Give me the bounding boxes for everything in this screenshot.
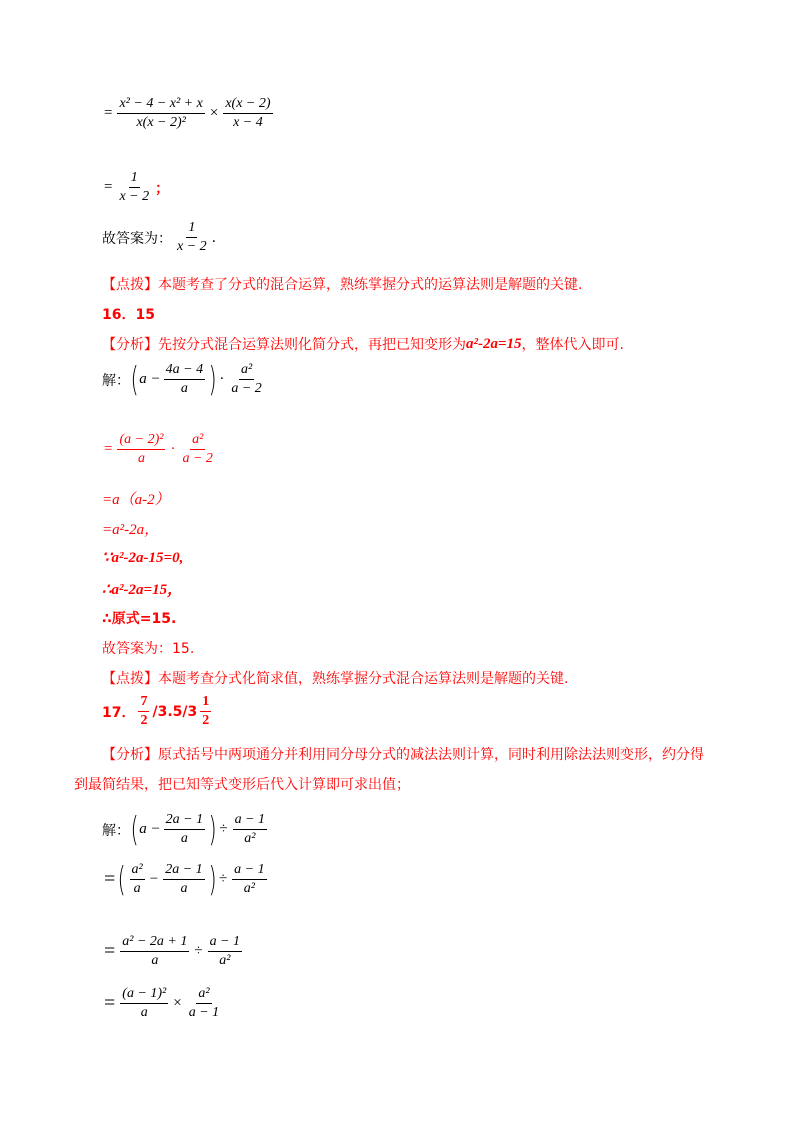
fraction <box>233 812 267 847</box>
denominator: a − 1 <box>188 1005 220 1021</box>
equals-sign: = <box>104 868 116 891</box>
fraction <box>117 432 165 467</box>
fraction <box>117 96 204 131</box>
numerator: (a − 2)² <box>117 432 165 450</box>
numerator: 1 <box>186 220 197 238</box>
fraction <box>200 694 211 729</box>
numerator: a² <box>130 862 145 880</box>
solve-label: 解： <box>102 372 130 389</box>
equation-line <box>102 934 245 969</box>
period: . <box>211 229 217 246</box>
analysis-prefix: 【分析】先按分式混合运算法则化简分式，再把已知变形为 <box>102 337 466 353</box>
equation-line <box>102 986 224 1021</box>
tip-text: 【点拨】本题考查分式化简求值，熟练掌握分式混合运算法则是解题的关键. <box>102 671 569 687</box>
numerator: a − 1 <box>233 812 267 830</box>
right-paren: ) <box>208 859 217 900</box>
denominator: a <box>137 451 145 467</box>
denominator: 2 <box>202 713 210 729</box>
step-line: ∴原式=15. <box>102 611 177 627</box>
solution-line <box>102 809 270 850</box>
denominator: a <box>133 881 141 897</box>
fraction <box>163 862 204 897</box>
fraction <box>180 432 214 467</box>
divide-sign: ÷ <box>218 871 228 888</box>
tip-text: 【点拨】本题考查了分式的混合运算，熟练掌握分式的运算法则是解题的关键. <box>102 277 583 293</box>
equals-sign: = <box>104 105 113 122</box>
denominator: a <box>180 831 188 847</box>
answer-label: 故答案为： <box>102 230 172 247</box>
denominator: 2 <box>140 713 148 729</box>
equals-sign: = <box>104 940 116 963</box>
question-16-header: 16．15 <box>102 307 155 323</box>
fraction <box>164 362 205 397</box>
numerator: x(x − 2) <box>223 96 272 114</box>
denominator: x − 4 <box>233 115 263 131</box>
solve-label: 解： <box>102 822 130 839</box>
fraction <box>130 862 145 897</box>
equals-sign: = <box>104 179 113 196</box>
numerator: 1 <box>200 694 211 712</box>
semicolon: ； <box>155 180 170 197</box>
numerator: 2a − 1 <box>163 862 204 880</box>
denominator: x − 2 <box>177 239 207 255</box>
denominator: a <box>180 881 188 897</box>
fraction <box>175 220 209 255</box>
equation-line <box>102 432 218 467</box>
equals-sign: = <box>104 992 116 1015</box>
fraction <box>208 934 242 969</box>
analysis-expression: a²-2a=15 <box>466 335 522 352</box>
denominator: x − 2 <box>119 189 150 205</box>
numerator: (a − 1)² <box>120 986 168 1004</box>
denominator: a² <box>243 881 255 897</box>
equation-line <box>102 96 276 131</box>
fraction <box>223 96 272 131</box>
expression-lead: a − <box>139 821 161 838</box>
denominator: a² <box>244 831 256 847</box>
dot-operator: · <box>219 371 225 388</box>
numerator: a − 1 <box>208 934 242 952</box>
fraction <box>138 694 149 729</box>
denominator: a − 2 <box>182 451 213 467</box>
denominator: a − 2 <box>231 381 262 397</box>
step-line: =a（a-2） <box>102 492 170 508</box>
times-sign: × <box>173 995 182 1012</box>
numerator: a² <box>190 432 205 450</box>
fraction <box>232 862 266 897</box>
right-paren: ) <box>208 359 217 400</box>
fraction <box>120 986 168 1021</box>
divide-sign: ÷ <box>219 821 228 838</box>
numerator: 7 <box>138 694 149 712</box>
answer-line <box>102 220 216 255</box>
fraction <box>164 812 205 847</box>
divide-sign: ÷ <box>194 943 203 960</box>
fraction <box>120 934 189 969</box>
answer-line: 故答案为：15. <box>102 641 195 657</box>
numerator: a − 1 <box>232 862 266 880</box>
step-line: ∴a²-2a=15， <box>102 582 183 598</box>
numerator: 4a − 4 <box>164 362 205 380</box>
left-paren: ( <box>130 809 139 850</box>
left-paren: ( <box>117 859 126 900</box>
equation-line <box>102 859 270 900</box>
step-line: =a²-2a， <box>102 522 160 538</box>
numerator: 2a − 1 <box>164 812 205 830</box>
denominator: a <box>180 381 188 397</box>
expression-lead: a − <box>139 371 161 388</box>
analysis-suffix: ，整体代入即可. <box>521 337 624 353</box>
answer-alternatives: /3.5/3 <box>152 703 198 720</box>
analysis-text <box>102 334 624 354</box>
numerator: a² <box>239 362 254 380</box>
denominator: a <box>140 1005 148 1021</box>
question-number: 17． <box>102 704 136 721</box>
equals-sign: = <box>104 441 113 458</box>
numerator: x² − 4 − x² + x <box>117 96 204 114</box>
question-17-header <box>102 694 214 729</box>
equation-line <box>102 170 169 205</box>
fraction <box>229 362 263 397</box>
left-paren: ( <box>130 359 139 400</box>
denominator: a² <box>219 953 231 969</box>
denominator: a <box>151 953 159 969</box>
times-sign: × <box>209 105 219 122</box>
fraction <box>117 170 151 205</box>
denominator: x(x − 2)² <box>136 115 186 131</box>
numerator: a² <box>196 986 211 1004</box>
analysis-text: 【分析】原式括号中两项通分并利用同分母分式的减法法则计算，同时利用除法法则变形，约分得到最简结果，把已知等式变形后代入计算即可求出值； <box>74 747 704 793</box>
right-paren: ) <box>208 809 217 850</box>
numerator: a² − 2a + 1 <box>120 934 189 952</box>
solution-line <box>102 359 267 400</box>
minus-sign: − <box>149 871 159 888</box>
step-line: ∵a²-2a-15=0, <box>102 550 184 566</box>
fraction <box>187 986 221 1021</box>
dot-operator: · <box>170 441 176 458</box>
numerator: 1 <box>129 170 140 188</box>
